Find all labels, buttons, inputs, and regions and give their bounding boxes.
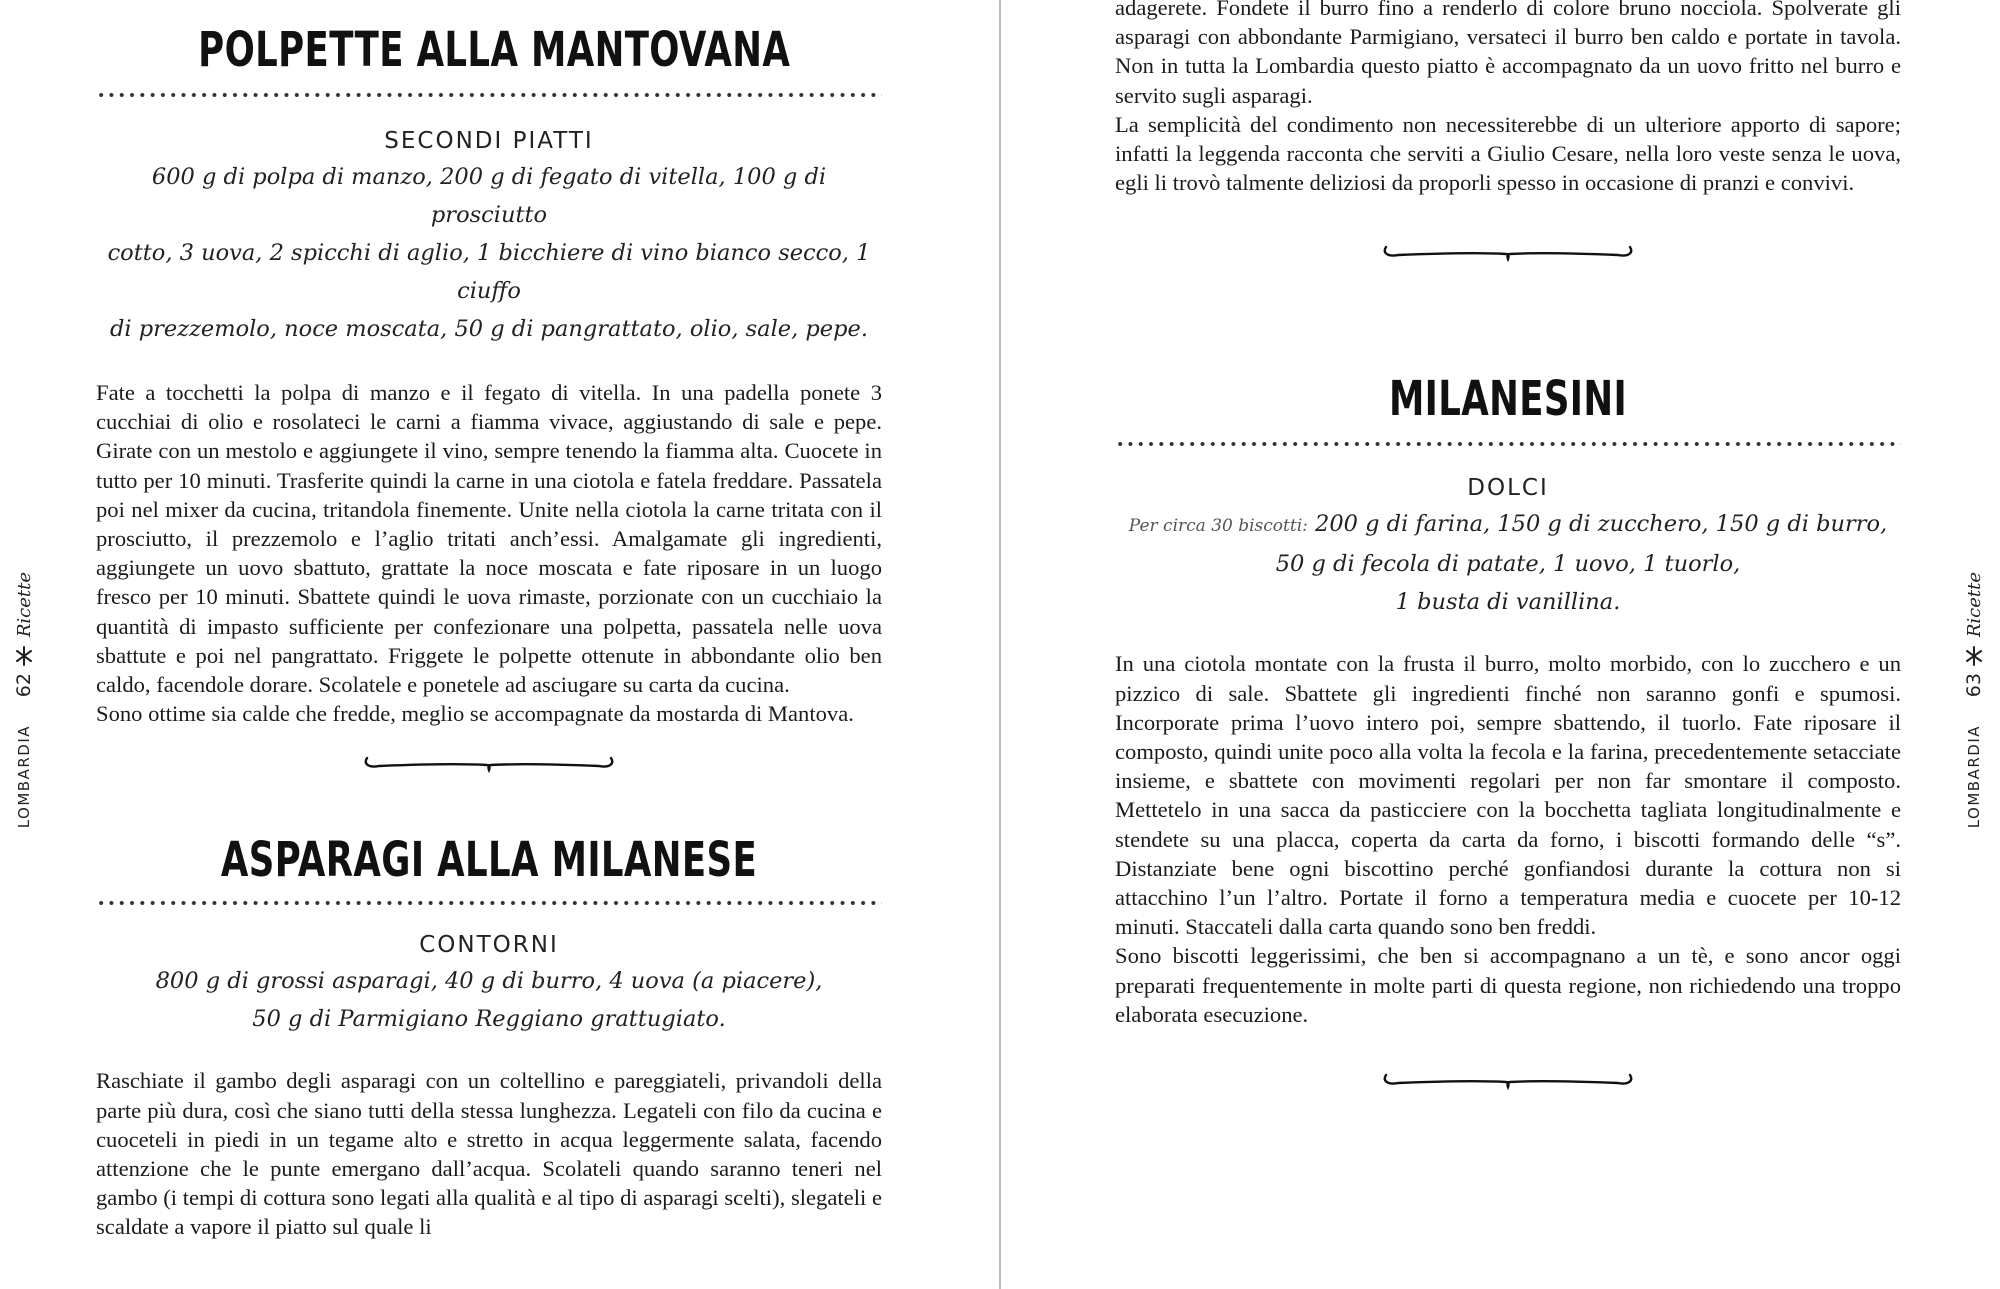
- ingredients-list: [96, 158, 882, 348]
- page-number: 62: [13, 673, 35, 698]
- instructions-paragraph: Sono biscotti leggerissimi, che ben si accompagnano a un tè, e sono ancor oggi preparati frequentemente in molte parti di questa regione, non richiedendo una troppo elaborata esecuzione.: [1115, 943, 1901, 1027]
- right-column: [1115, 0, 1901, 1091]
- side-running-head: [1959, 572, 1989, 829]
- ornament-icon: [13, 645, 35, 667]
- left-column: [96, 0, 882, 1242]
- instructions-paragraph: In una ciotola montate con la frusta il burro, molto morbido, con lo zucchero e un pizzico di sale. Sbattete gli ingredienti finché non saranno gonfi e spumosi. Incorporate prima l’uovo intero poi, sempre sbattendo, il tuorlo. Fate riposare il composto, quindi unite poco alla volta la fecola e la farina, precedentemente setacciate insieme, e sbattete con movimenti regolari per non far smontare il composto. Mettetelo in una sacca da pasticciere con la bocchetta tagliata longitudinalmente e stendete su una placca, coperta da carta da forno, i biscotti formando delle “s”. Distanziate bene ogni biscottino perché gonfiandosi durante la cottura non si attacchino l’un l’altro. Portate il forno a temperatura media e cuocete per 10-12 minuti. Staccateli dalla carta quando sono ben freddi.: [1115, 651, 1901, 940]
- side-section-label: LOMBARDIA: [1965, 725, 1983, 829]
- side-running-head: [9, 572, 39, 829]
- ingredients-line: cotto, 3 uova, 2 spicchi di aglio, 1 bicchiere di vino bianco secco, 1 ciuffo: [107, 240, 871, 304]
- instructions-paragraph: Fate a tocchetti la polpa di manzo e il fegato di vitella. In una padella ponete 3 cucchiai di olio e rosolateci le carni a fiamma vivace, aggiustando di sale e pepe. Girate con un mestolo e aggiungete il vino, sempre tenendo la fiamma alta. Cuocete in tutto per 10 minuti. Trasferite quindi la carne in una ciotola e fatela freddare. Passatela poi nel mixer da cucina, tritandola finemente. Unite nella ciotola la carne tritata con il prosciutto, il prezzemolo e l’aglio tritati anch’essi. Amalgamate gli ingredienti, aggiungete un uovo sbattuto, grattate la noce moscata e fate riposare in un luogo fresco per 10 minuti. Sbattete quindi le uova rimaste, porzionate con un cucchiaio la quantità di impasto sufficiente per confezionare una polpetta, passatela nelle uova sbattute e poi nel pangrattato. Friggete le polpette ottenute in abbondante olio ben caldo, facendole dorare. Scolatele e ponetele ad asciugare su carta da cucina.: [96, 380, 882, 698]
- instructions-paragraph: Raschiate il gambo degli asparagi con un coltellino e pareggiateli, privandoli della parte più dura, così che siano tutti della stessa lunghezza. Legateli con filo da cucina e cuoceteli in piedi in un tegame alto e stretto in acqua leggermente salata, facendo attenzione che le punte emergano dall’acqua. Scolateli quando saranno teneri nel gambo (i tempi di cottura sono legati alla qualità e al tipo di asparagi scelti), slegateli e scaldate a vapore il piatto sul quale li: [96, 1068, 882, 1240]
- recipe-instructions: [96, 378, 882, 728]
- recipe-title: MILANESINI: [1388, 371, 1628, 428]
- ingredients-list: [1115, 505, 1901, 621]
- ingredients-line: 800 g di grossi asparagi, 40 g di burro, 4 uova (a piacere),: [155, 968, 823, 995]
- side-category-label: Ricette: [13, 572, 35, 638]
- ingredients-line: 1 busta di vanillina.: [1395, 589, 1621, 616]
- flourish-divider: [359, 752, 619, 774]
- recipe-title: POLPETTE ALLA MANTOVANA: [198, 22, 791, 78]
- ingredients-line: di prezzemolo, noce moscata, 50 g di pangrattato, olio, sale, pepe.: [109, 316, 868, 342]
- ingredients-line: [1115, 505, 1901, 545]
- side-category-label: Ricette: [1963, 572, 1985, 638]
- flourish-divider: [1378, 241, 1638, 263]
- right-page: [1000, 0, 2000, 1289]
- page-number: 63: [1963, 673, 1985, 698]
- side-section-label: LOMBARDIA: [15, 725, 33, 829]
- ingredients-lead: Per circa 30 biscotti:: [1128, 516, 1308, 537]
- instructions-paragraph: Sono ottime sia calde che fredde, meglio se accompagnate da mostarda di Mantova.: [96, 701, 854, 727]
- flourish-divider: [1378, 1069, 1638, 1091]
- ornament-icon: [1963, 645, 1985, 667]
- recipe-category: DOLCI: [1467, 475, 1549, 502]
- recipe-category: SECONDI PIATTI: [384, 128, 594, 154]
- continued-instructions: [1115, 0, 1901, 197]
- ingredients-line-text: 200 g di farina, 150 g di zucchero, 150 g di burro,: [1315, 511, 1888, 538]
- ingredients-line: 50 g di fecola di patate, 1 uovo, 1 tuorlo,: [1275, 551, 1741, 578]
- recipe-category: CONTORNI: [419, 932, 559, 959]
- ingredients-list: [96, 962, 882, 1038]
- instructions-paragraph: La semplicità del condimento non necessiterebbe di un ulteriore apporto di sapore; infatti la leggenda racconta che serviti a Giulio Cesare, nella loro veste senza le uova, egli li trovò talmente deliziosi da proporli spesso in occasione di pranzi e convivi.: [1115, 111, 1901, 196]
- recipe-title: ASPARAGI ALLA MILANESE: [220, 832, 758, 889]
- ingredients-line: 600 g di polpa di manzo, 200 g di fegato di vitella, 100 g di prosciutto: [151, 164, 827, 228]
- recipe-instructions: [1115, 649, 1901, 1029]
- recipe-instructions: [96, 1066, 882, 1241]
- instructions-paragraph: adagerete. Fondete il burro fino a renderlo di colore bruno nocciola. Spolverate gli asparagi con abbondante Parmigiano, versateci il burro ben caldo e portate in tavola. Non in tutta la Lombardia questo piatto è accompagnato da un uovo fritto nel burro e servito sugli asparagi.: [1115, 0, 1901, 108]
- ingredients-line: 50 g di Parmigiano Reggiano grattugiato.: [252, 1006, 726, 1033]
